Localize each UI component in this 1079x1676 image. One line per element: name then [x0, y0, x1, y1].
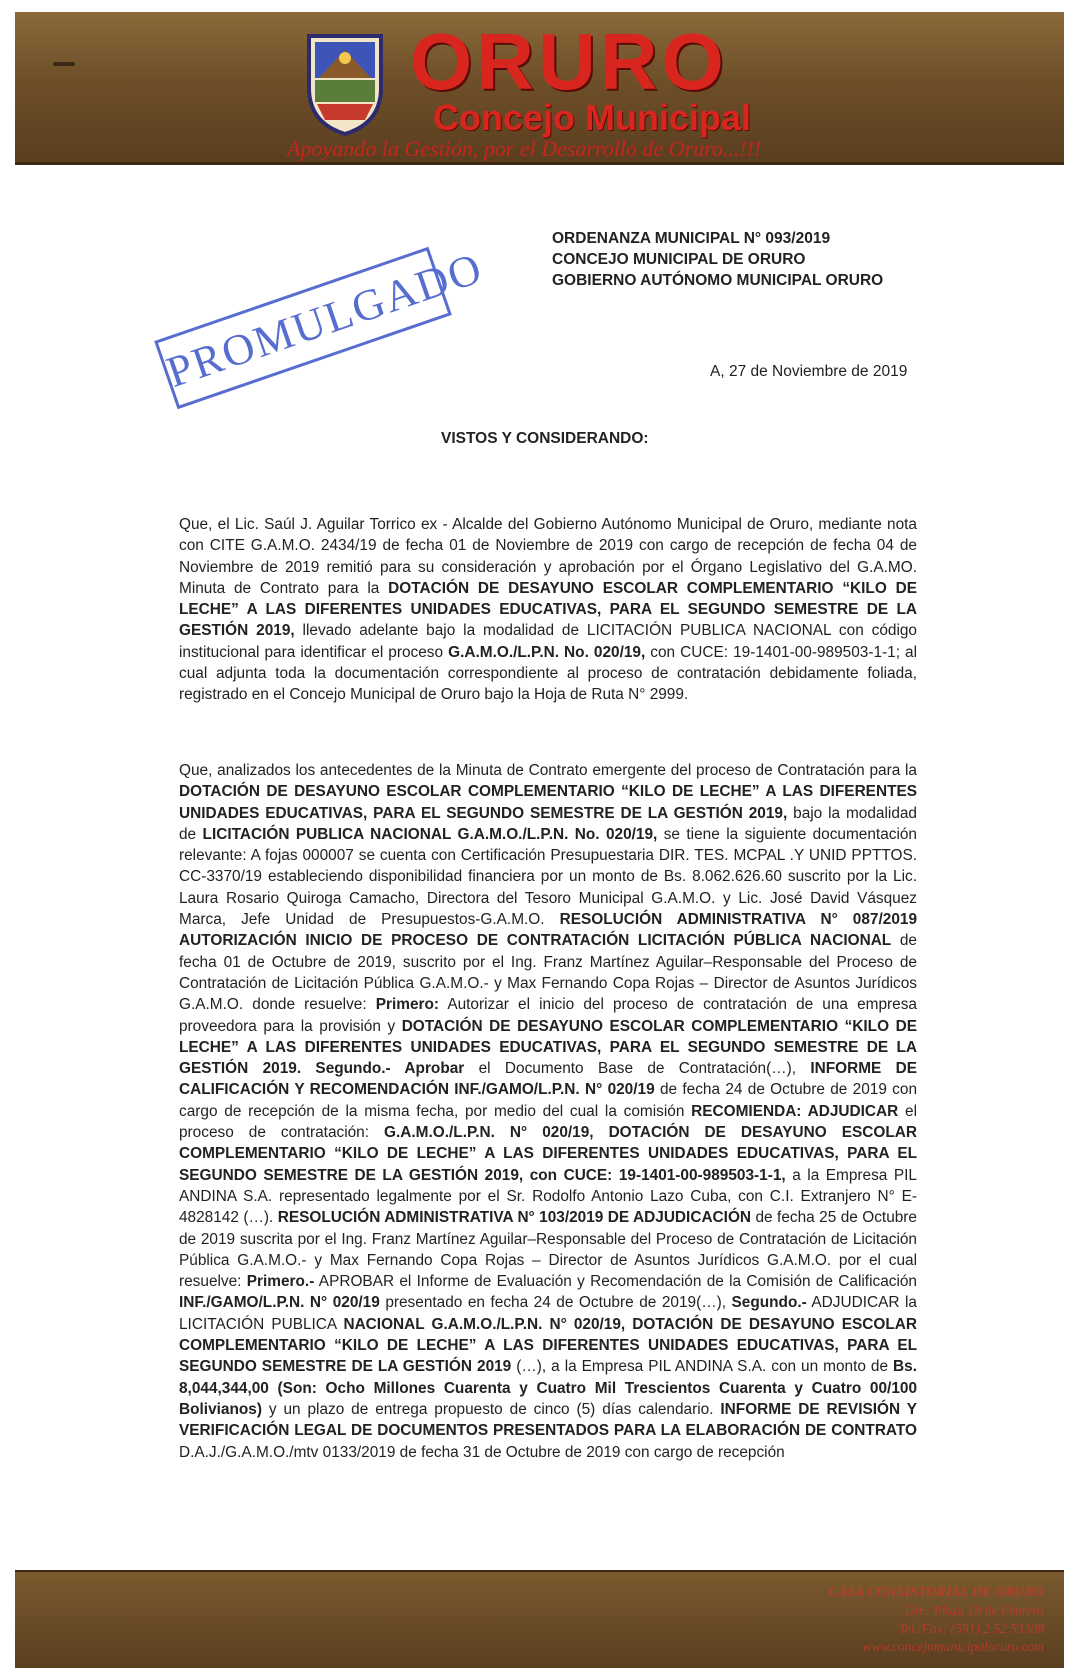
paragraph2-segment: bajo la modalidad de — [179, 804, 917, 843]
paragraph2-segment: de fecha 01 de Octubre de 2019, suscrito por el Ing. Franz Martínez Aguilar–Responsable del Proceso de Contratación de Licitación Pública G.A.M.O.- y Max Fernando Copa Rojas – Director de Asuntos Jurídicos G.A.M.O. donde resuelve: — [179, 932, 917, 1014]
paragraph2-segment: LICITACIÓN PUBLICA NACIONAL G.A.M.O./L.P.N. No. 020/19, — [202, 825, 658, 843]
paragraph2-segment: NACIONAL G.A.M.O./L.P.N. N° 020/19, DOTACIÓN DE DESAYUNO ESCOLAR COMPLEMENTARIO “KILO DE LECHE” A LAS DIFERENTES UNIDADES EDUCATIVAS, PARA EL SEGUNDO SEMESTRE DE LA GESTIÓN 2019 — [179, 1315, 917, 1376]
paragraph2-segment: y un plazo de entrega propuesto de cinco (5) días calendario. — [261, 1400, 721, 1418]
paragraph2-segment: DOTACIÓN DE DESAYUNO ESCOLAR COMPLEMENTARIO “KILO DE LECHE” A LAS DIFERENTES UNIDADES EDUCATIVAS, PARA EL SEGUNDO SEMESTRE DE LA GESTIÓN 2019. Segundo.- Aprobar — [179, 1017, 917, 1078]
paragraph2-segment: el Documento Base de Contratación(…), — [464, 1060, 811, 1078]
promulgado-stamp: PROMULGADO — [154, 247, 452, 409]
paragraph2-segment: presentado en fecha 24 de Octubre de 2019(…), — [379, 1294, 732, 1312]
paragraph2-segment: (…), a la Empresa PIL ANDINA S.A. con un monto de — [511, 1358, 894, 1376]
paragraph2-segment: G.A.M.O./L.P.N. N° 020/19, DOTACIÓN DE DESAYUNO ESCOLAR COMPLEMENTARIO “KILO DE LECHE” A LAS DIFERENTES UNIDADES EDUCATIVAS, PARA EL SEGUNDO SEMESTRE DE LA GESTIÓN 2019, con CUCE: 19-1401-00-989503-1-1, — [179, 1124, 917, 1184]
paragraph2-segment: Segundo.- — [731, 1294, 807, 1312]
paragraph2-segment: Primero.- — [246, 1273, 315, 1291]
paragraph1-segment: G.A.M.O./L.P.N. No. 020/19, — [448, 643, 646, 661]
paragraph-considerando-2 — [179, 760, 917, 1463]
footer-line-title: CASA CONSISTORIAL DE ORURO — [828, 1585, 1044, 1600]
municipal-crest-icon — [305, 28, 385, 138]
paragraph2-segment: ADJUDICAR la LICITACIÓN PUBLICA — [179, 1294, 917, 1333]
paragraph2-segment: Que, analizados los antecedentes de la Minuta de Contrato emergente del proceso de Contratación para la — [179, 762, 917, 779]
paragraph1-segment: con CUCE: 19-1401-00-989503-1-1; al cual adjunta toda la documentación correspondiente al proceso de contratación debidamente foliada, registrado en el Concejo Municipal de Oruro bajo la Hoja de Ruta N° 2999. — [179, 643, 918, 704]
banner-subtitle: Concejo Municipal — [433, 97, 752, 138]
paragraph2-segment: D.A.J./G.A.M.O./mtv 0133/2019 de fecha 31 de Octubre de 2019 con cargo de recepción — [179, 1443, 785, 1461]
document-date: A, 27 de Noviembre de 2019 — [710, 363, 908, 380]
paragraph1-segment: DOTACIÓN DE DESAYUNO ESCOLAR COMPLEMENTARIO “KILO DE LECHE” A LAS DIFERENTES UNIDADES EDUCATIVAS, PARA EL SEGUNDO SEMESTRE DE LA GESTIÓN 2019, — [179, 579, 917, 640]
paragraph2-segment: RESOLUCIÓN ADMINISTRATIVA N° 087/2019 AUTORIZACIÓN INICIO DE PROCESO DE CONTRATACIÓN LICITACIÓN PÚBLICA NACIONAL — [179, 911, 918, 950]
footer-line-phone: Tel./Fax: (591) 2 52 53308 — [898, 1621, 1044, 1636]
footer-line-website: www.concejomunicipaloruro.com — [862, 1639, 1044, 1654]
ordinance-heading — [552, 228, 883, 291]
paragraph2-segment: Primero: — [375, 996, 440, 1014]
paragraph2-segment: Bs. 8,044,344,00 (Son: Ocho Millones Cuarenta y Cuatro Mil Trescientos Cuarenta y Cuatro 00/100 Bolivianos) — [179, 1358, 917, 1418]
paragraph1-segment: llevado adelante bajo la modalidad de LICITACIÓN PUBLICA NACIONAL con código institucional para identificar el proceso — [179, 622, 917, 661]
staple-mark — [53, 62, 75, 66]
letterhead-footer — [15, 1570, 1064, 1668]
paragraph2-segment: Autorizar el inicio del proceso de contratación de una empresa proveedora para la provisión y — [179, 996, 917, 1035]
heading-line-council: CONCEJO MUNICIPAL DE ORURO — [552, 251, 806, 268]
heading-line-ordinance: ORDENANZA MUNICIPAL N° 093/2019 — [552, 230, 831, 247]
paragraph2-segment: de fecha 24 de Octubre de 2019 con cargo de recepción de la misma fecha, por medio del cual la comisión — [179, 1081, 918, 1120]
letterhead-banner — [15, 12, 1064, 165]
banner-motto: Apoyando la Gestión, por el Desarrollo de Oruro...!!! — [287, 136, 762, 161]
paragraph2-segment: de fecha 25 de Octubre de 2019 suscrita por el Ing. Franz Martínez Aguilar–Responsable del Proceso de Contratación de Licitación Pública G.A.M.O.- y Max Fernando Copa Rojas – Director de Asuntos Jurídicos G.A.M.O. por el cual resuelve: — [179, 1209, 917, 1291]
paragraph2-segment: el proceso de contratación: — [179, 1102, 917, 1142]
paragraph2-segment: INFORME DE CALIFICACIÓN Y RECOMENDACIÓN INF./GAMO/L.P.N. N° 020/19 — [179, 1060, 917, 1099]
paragraph2-segment: a la Empresa PIL ANDINA S.A. representado legalmente por el Sr. Rodolfo Antonio Lazo Cuba, con C.I. Extranjero N° E-4828142 (…). — [179, 1166, 917, 1227]
footer-contact — [829, 1584, 1044, 1656]
paragraph2-segment: RESOLUCIÓN ADMINISTRATIVA N° 103/2019 DE ADJUDICACIÓN — [277, 1209, 752, 1227]
paragraph-considerando-1 — [179, 514, 917, 706]
paragraph2-segment: DOTACIÓN DE DESAYUNO ESCOLAR COMPLEMENTARIO “KILO DE LECHE” A LAS DIFERENTES UNIDADES EDUCATIVAS, PARA EL SEGUNDO SEMESTRE DE LA GESTIÓN 2019, — [179, 783, 917, 822]
heading-line-government: GOBIERNO AUTÓNOMO MUNICIPAL ORURO — [552, 272, 884, 289]
paragraph2-segment: RECOMIENDA: ADJUDICAR — [691, 1102, 899, 1120]
paragraph2-segment: INFORME DE REVISIÓN Y VERIFICACIÓN LEGAL DE DOCUMENTOS PRESENTADOS PARA LA ELABORACIÓN DE CONTRATO — [179, 1400, 917, 1440]
section-title: VISTOS Y CONSIDERANDO: — [441, 430, 649, 447]
paragraph1-segment: Que, el Lic. Saúl J. Aguilar Torrico ex - Alcalde del Gobierno Autónomo Municipal de Oruro, mediante nota con CITE G.A.M.O. 2434/19 de fecha 01 de Noviembre de 2019 con cargo de recepción de fecha 04 de Noviembre de 2019 remitió para su consideración y aprobación por el Órgano Legislativo del G.A.MO. Minuta de Contrato para la — [179, 516, 917, 597]
paragraph2-segment: se tiene la siguiente documentación relevante: A fojas 000007 se cuenta con Certificación Presupuestaria DIR. TES. MCPAL .Y UNID PPTTOS. CC-3370/19 estableciendo disponibilidad financiera por un monto de Bs. 8.062.626.60 suscrito por la Lic. Laura Rosario Quiroga Camacho, Directora del Tesoro Municipal G.A.M.O. y Lic. José David Vásquez Marca, Jefe Unidad de Presupuestos-G.A.M.O. — [179, 825, 917, 929]
paragraph2-segment: INF./GAMO/L.P.N. N° 020/19 — [179, 1294, 380, 1312]
paragraph2-segment: APROBAR el Informe de Evaluación y Recomendación de la Comisión de Calificación — [314, 1273, 917, 1291]
footer-line-address: Dir.: Plaza 10 de Febrero — [905, 1603, 1044, 1618]
banner-title: ORURO — [410, 17, 728, 106]
